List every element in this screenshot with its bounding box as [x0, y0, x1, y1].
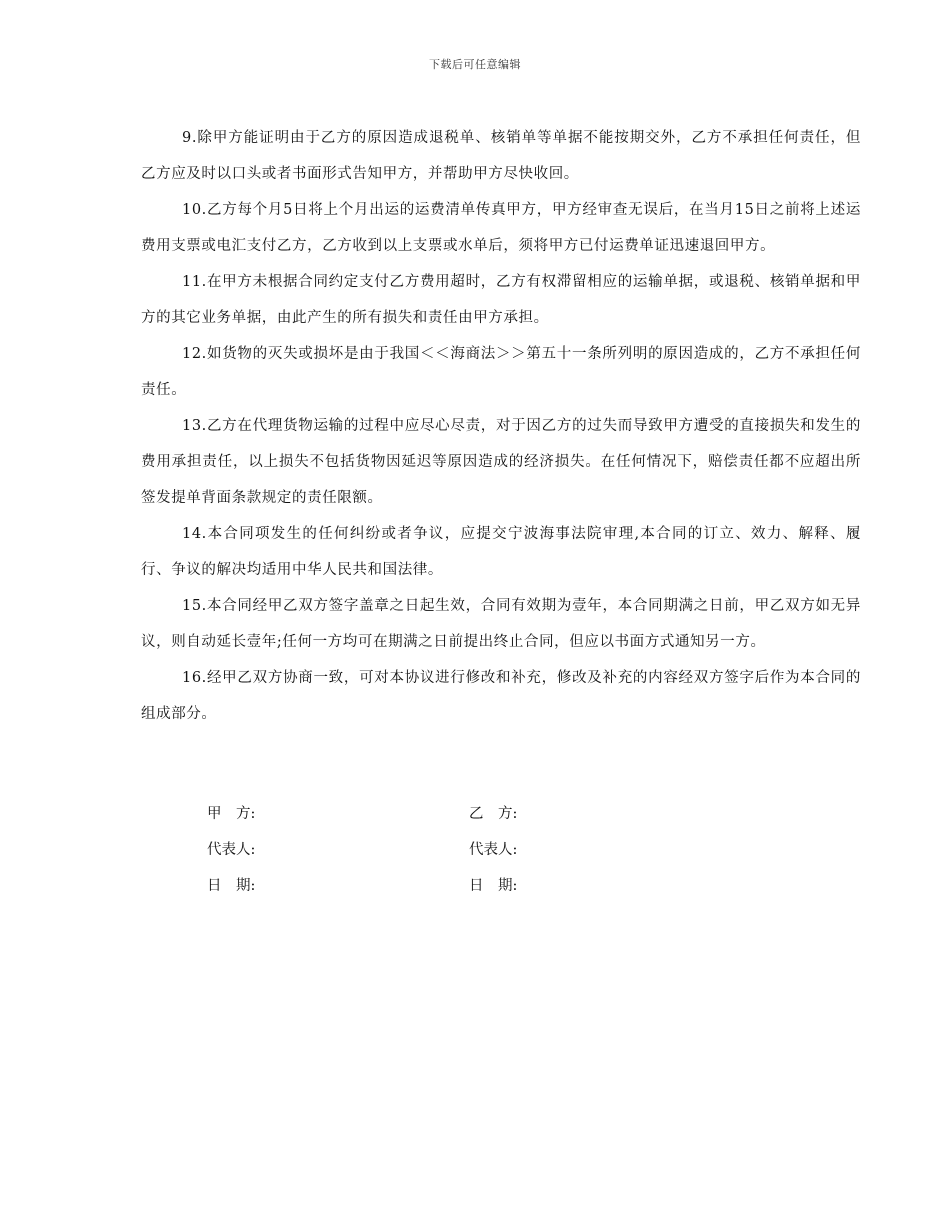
signature-block: [207, 800, 767, 908]
date-b-label: 日 期:: [469, 878, 518, 894]
representative-a-label: 代表人:: [207, 842, 256, 858]
clause-11: 11.在甲方未根据合同约定支付乙方费用超时，乙方有权滞留相应的运输单据，或退税、核销单据和甲方的其它业务单据，由此产生的所有损失和责任由甲方承担。: [141, 274, 861, 326]
clause-14: 14.本合同项发生的任何纠纷或者争议，应提交宁波海事法院审理,本合同的订立、效力、解释、履行、争议的解决均适用中华人民共和国法律。: [141, 526, 861, 578]
clause-10: 10.乙方每个月5日将上个月出运的运费清单传真甲方，甲方经审查无误后，在当月15日之前将上述运费用支票或电汇支付乙方，乙方收到以上支票或水单后，须将甲方已付运费单证迅速退回甲方。: [141, 202, 861, 254]
page-header: 下载后可任意编辑: [429, 58, 521, 71]
clause-16: 16.经甲乙双方协商一致，可对本协议进行修改和补充，修改及补充的内容经双方签字后作为本合同的组成部分。: [141, 670, 861, 722]
signature-row-date: [207, 872, 767, 908]
clause-9: 9.除甲方能证明由于乙方的原因造成退税单、核销单等单据不能按期交外，乙方不承担任何责任，但乙方应及时以口头或者书面形式告知甲方，并帮助甲方尽快收回。: [141, 130, 861, 182]
party-b-label: 乙 方:: [469, 806, 518, 822]
clause-13: 13.乙方在代理货物运输的过程中应尽心尽责，对于因乙方的过失而导致甲方遭受的直接损失和发生的费用承担责任，以上损失不包括货物因延迟等原因造成的经济损失。在任何情况下，赔偿责任都不应超出所签发提单背面条款规定的责任限额。: [141, 418, 861, 506]
signature-row-party: [207, 800, 767, 836]
contract-body: [141, 120, 861, 732]
representative-b-label: 代表人:: [469, 842, 518, 858]
party-a-label: 甲 方:: [207, 806, 256, 822]
clause-15: 15.本合同经甲乙双方签字盖章之日起生效，合同有效期为壹年，本合同期满之日前，甲乙双方如无异议，则自动延长壹年;任何一方均可在期满之日前提出终止合同，但应以书面方式通知另一方。: [141, 598, 861, 650]
clause-12: 12.如货物的灭失或损坏是由于我国＜＜海商法＞＞第五十一条所列明的原因造成的，乙方不承担任何责任。: [141, 346, 861, 398]
date-a-label: 日 期:: [207, 878, 256, 894]
signature-row-representative: [207, 836, 767, 872]
